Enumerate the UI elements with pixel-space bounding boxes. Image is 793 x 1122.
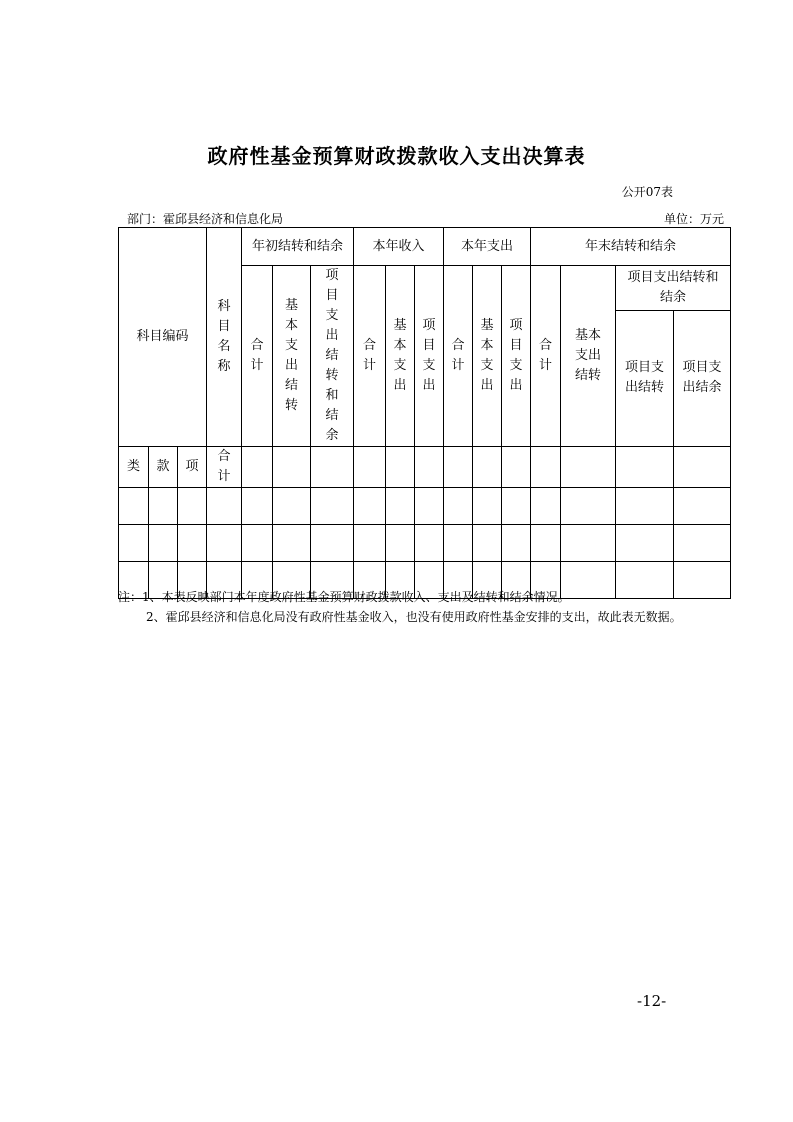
budget-table [118,227,731,599]
header-expenditure-total: 合计 [444,266,473,447]
code-section: 款 [149,447,178,488]
page-number: -12- [637,992,667,1010]
header-opening-project: 项目支出结转和结余 [311,266,354,447]
header-subject-name: 科目名称 [207,228,242,447]
table-row [119,488,731,525]
header-closing-total: 合计 [531,266,561,447]
note-2: 2、霍邱县经济和信息化局没有政府性基金收入，也没有使用政府性基金安排的支出，故此表无数据。 [146,610,682,624]
document-title: 政府性基金预算财政拨款收入支出决算表 [207,144,586,168]
code-item: 项 [178,447,207,488]
header-opening-total: 合计 [242,266,273,447]
header-subject-code: 科目编码 [119,228,207,447]
header-opening-basic: 基本支出结转 [273,266,311,447]
header-project-carry: 项目支出结转 [616,310,674,446]
header-income-project: 项目支出 [415,266,444,447]
total-row-label: 合计 [207,447,242,488]
header-closing-balance: 年末结转和结余 [531,228,731,266]
header-opening-balance: 年初结转和结余 [242,228,354,266]
header-year-expenditure: 本年支出 [444,228,531,266]
code-category: 类 [119,447,149,488]
department-label: 部门：霍邱县经济和信息化局 [127,212,284,226]
table-row [119,525,731,562]
unit-label: 单位：万元 [663,212,724,226]
table-notes [118,587,730,627]
header-closing-project: 项目支出结转和结余 [616,266,731,311]
header-income-total: 合计 [354,266,386,447]
table-number: 公开07表 [621,185,673,199]
header-income-basic: 基本支出 [386,266,415,447]
header-expenditure-basic: 基本支出 [473,266,502,447]
header-closing-basic: 基本支出结转 [561,266,616,447]
header-year-income: 本年收入 [354,228,444,266]
header-expenditure-project: 项目支出 [502,266,531,447]
header-project-surplus: 项目支出结余 [674,310,731,446]
note-1: 注：1、本表反映部门本年度政府性基金预算财政拨款收入、支出及结转和结余情况。 [118,590,570,604]
